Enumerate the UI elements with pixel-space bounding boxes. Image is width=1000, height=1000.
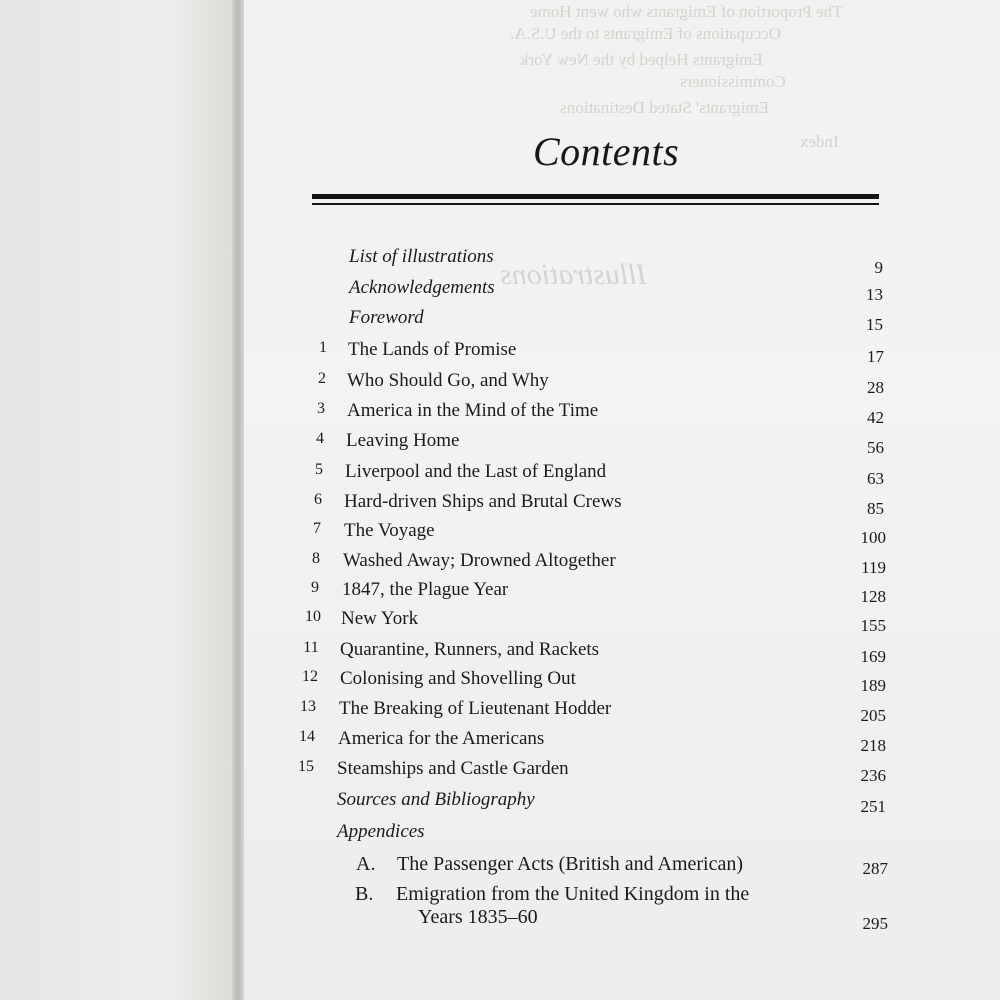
entry-title: Steamships and Castle Garden xyxy=(337,758,569,779)
entry-title: 1847, the Plague Year xyxy=(342,579,509,600)
entry-page: 128 xyxy=(860,587,886,606)
bleed-line: Emigrants' Stated Destinations xyxy=(560,98,769,117)
bleed-heading: Illustrations xyxy=(500,258,647,291)
entry-page: 119 xyxy=(861,558,886,577)
entry-page: 251 xyxy=(860,797,886,816)
entry-number: 8 xyxy=(312,550,320,567)
entry-title: Acknowledgements xyxy=(349,277,495,298)
entry-number: 10 xyxy=(305,608,321,625)
entry-number: 12 xyxy=(302,668,318,685)
entry-page: 236 xyxy=(860,766,886,785)
entry-page: 85 xyxy=(867,499,884,518)
entry-page: 63 xyxy=(867,469,884,488)
entry-page: 15 xyxy=(866,315,883,334)
entry-page: 100 xyxy=(860,528,886,547)
entry-title: The Passenger Acts (British and American) xyxy=(397,853,744,875)
entry-title: The Voyage xyxy=(344,520,435,541)
entry-title: List of illustrations xyxy=(349,246,494,267)
entry-page: 189 xyxy=(860,676,886,695)
entry-title: Sources and Bibliography xyxy=(337,789,535,810)
entry-page: 28 xyxy=(867,378,884,397)
entry-title: Washed Away; Drowned Altogether xyxy=(343,550,616,571)
entry-page: 9 xyxy=(874,258,883,277)
bleed-line: Commissioners xyxy=(680,72,786,91)
entry-number: 3 xyxy=(317,400,325,417)
entry-title: Colonising and Shovelling Out xyxy=(340,668,576,689)
entry-title: Emigration from the United Kingdom in the xyxy=(396,883,750,905)
entry-page: 13 xyxy=(866,285,883,304)
entry-number: B. xyxy=(355,883,374,905)
entry-page: 155 xyxy=(860,616,886,635)
entry-number: 5 xyxy=(315,461,323,478)
entry-number: 9 xyxy=(311,579,319,596)
entry-number: 1 xyxy=(319,339,327,356)
entry-title: Liverpool and the Last of England xyxy=(345,461,607,482)
bleed-line: Occupations of Emigrants to the U.S.A. xyxy=(510,24,782,43)
entry-title: America in the Mind of the Time xyxy=(347,400,599,421)
entry-title: The Breaking of Lieutenant Hodder xyxy=(339,698,612,719)
bleed-line: Index xyxy=(800,132,839,151)
bleed-line: Emigrants Helped by the New York xyxy=(520,50,763,69)
entry-number: 14 xyxy=(299,728,315,745)
entry-title: America for the Americans xyxy=(338,728,545,749)
entry-title: Years 1835–60 xyxy=(418,906,538,928)
entry-page: 42 xyxy=(867,408,884,427)
entry-page: 295 xyxy=(862,914,888,933)
entry-title: Hard-driven Ships and Brutal Crews xyxy=(344,491,622,512)
entry-number: 4 xyxy=(316,430,324,447)
entry-page: 205 xyxy=(860,706,886,725)
entry-number: 15 xyxy=(298,758,314,775)
entry-number: 11 xyxy=(303,639,319,656)
entry-number: 13 xyxy=(300,698,316,715)
entry-number: 6 xyxy=(314,491,322,508)
entry-page: 56 xyxy=(867,438,884,457)
entry-page: 169 xyxy=(860,647,886,666)
entry-title: Who Should Go, and Why xyxy=(347,370,549,391)
entry-title: Appendices xyxy=(337,821,425,842)
entry-page: 218 xyxy=(860,736,886,755)
entry-number: A. xyxy=(356,853,376,875)
entry-title: Leaving Home xyxy=(346,430,460,451)
entry-page: 17 xyxy=(867,347,884,366)
entry-title: The Lands of Promise xyxy=(348,339,517,360)
entry-page: 287 xyxy=(862,859,888,878)
page-title: Contents xyxy=(533,129,680,174)
entry-title: New York xyxy=(341,608,419,629)
entry-number: 7 xyxy=(313,520,321,537)
bleed-line: The Proportion of Emigrants who went Home xyxy=(530,2,843,21)
entry-number: 2 xyxy=(318,370,326,387)
entry-title: Quarantine, Runners, and Rackets xyxy=(340,639,600,660)
entry-title: Foreword xyxy=(349,307,424,328)
